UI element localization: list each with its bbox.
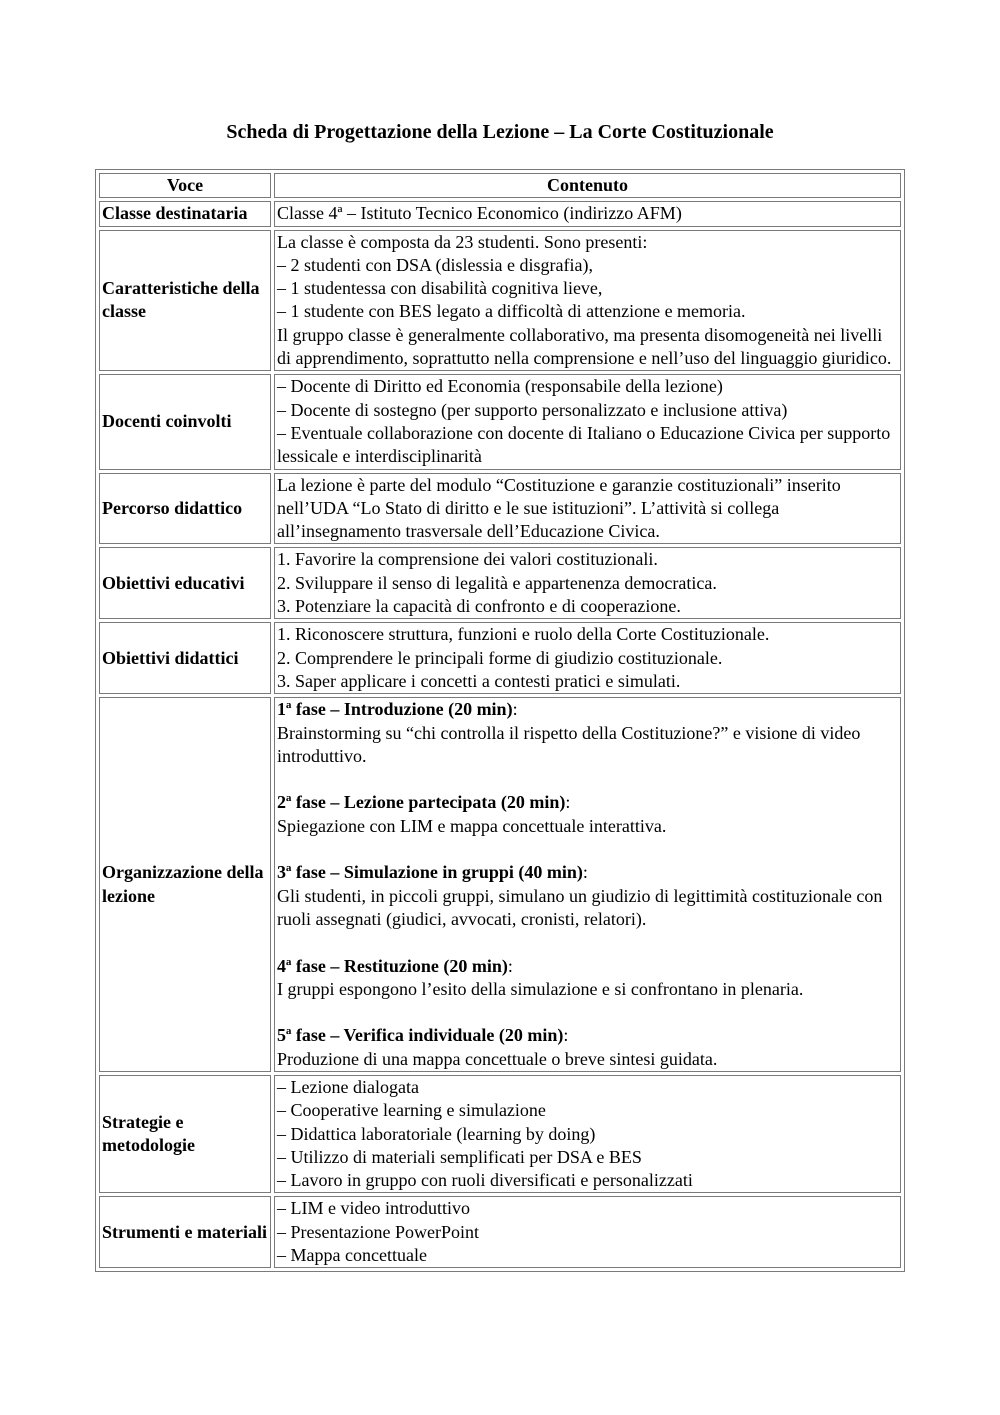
content-line: 2. Sviluppare il senso di legalità e appartenenza democratica. <box>277 572 717 593</box>
table-row <box>99 374 901 469</box>
row-content <box>274 201 901 226</box>
row-label: Strategie e metodologie <box>99 1075 271 1193</box>
row-label: Organizzazione della lezione <box>99 697 271 1072</box>
content-line: La classe è composta da 23 studenti. Sono presenti: <box>277 231 648 252</box>
table-row <box>99 622 901 694</box>
row-content <box>274 1075 901 1193</box>
table-row <box>99 201 901 226</box>
table-row <box>99 697 901 1072</box>
row-content <box>274 374 901 469</box>
content-line: – Docente di Diritto ed Economia (responsabile della lezione) <box>277 376 723 397</box>
content-line: – Docente di sostegno (per supporto personalizzato e inclusione attiva) <box>277 399 788 420</box>
content-line: – Presentazione PowerPoint <box>277 1221 479 1242</box>
content-line: 2. Comprendere le principali forme di giudizio costituzionale. <box>277 647 723 668</box>
phase-title: 1ª fase – Introduzione (20 min) <box>277 699 513 720</box>
table-header-row <box>99 173 901 198</box>
table-row <box>99 473 901 545</box>
content-line: Classe 4ª – Istituto Tecnico Economico (indirizzo AFM) <box>277 203 682 224</box>
row-content <box>274 697 901 1072</box>
table-row <box>99 1075 901 1193</box>
lesson-plan-table <box>95 169 905 1272</box>
document-title: Scheda di Progettazione della Lezione – La Corte Costituzionale <box>226 121 774 143</box>
row-label: Classe destinataria <box>99 201 271 226</box>
content-line: – Cooperative learning e simulazione <box>277 1100 546 1121</box>
header-contenuto: Contenuto <box>274 173 901 198</box>
phase-title: 3ª fase – Simulazione in gruppi (40 min) <box>277 862 583 883</box>
phase-heading: 2ª fase – Lezione partecipata (20 min): <box>277 792 571 813</box>
phase-gap <box>277 768 898 791</box>
row-label: Percorso didattico <box>99 473 271 545</box>
phase-gap <box>277 838 898 861</box>
phase-title: 5ª fase – Verifica individuale (20 min) <box>277 1025 564 1046</box>
content-line: – 1 studente con BES legato a difficoltà di attenzione e memoria. <box>277 301 746 322</box>
phase-heading: 5ª fase – Verifica individuale (20 min): <box>277 1025 569 1046</box>
phase-gap <box>277 931 898 954</box>
row-content <box>274 547 901 619</box>
table-row <box>99 230 901 372</box>
row-label: Obiettivi educativi <box>99 547 271 619</box>
phase-text: Produzione di una mappa concettuale o breve sintesi guidata. <box>277 1048 718 1069</box>
row-content <box>274 1196 901 1268</box>
content-line: – 1 studentessa con disabilità cognitiva lieve, <box>277 278 603 299</box>
phase-heading: 1ª fase – Introduzione (20 min): <box>277 699 518 720</box>
phase-title: 2ª fase – Lezione partecipata (20 min) <box>277 792 566 813</box>
content-line: – Mappa concettuale <box>277 1245 427 1266</box>
phase-text: Spiegazione con LIM e mappa concettuale interattiva. <box>277 815 667 836</box>
phase-heading: 3ª fase – Simulazione in gruppi (40 min): <box>277 862 588 883</box>
row-content <box>274 622 901 694</box>
phase-heading: 4ª fase – Restituzione (20 min): <box>277 955 513 976</box>
row-content <box>274 473 901 545</box>
phase-text: Brainstorming su “chi controlla il rispetto della Costituzione?” e visione di video introduttivo. <box>277 722 861 766</box>
table-row <box>99 547 901 619</box>
row-label: Docenti coinvolti <box>99 374 271 469</box>
phase-gap <box>277 1001 898 1024</box>
content-line: Il gruppo classe è generalmente collaborativo, ma presenta disomogeneità nei livelli di apprendimento, soprattutto nella comprensione e nell’uso del linguaggio giuridico. <box>277 324 892 369</box>
phase-title: 4ª fase – Restituzione (20 min) <box>277 955 508 976</box>
content-line: – Didattica laboratoriale (learning by doing) <box>277 1123 596 1144</box>
content-line: La lezione è parte del modulo “Costituzione e garanzie costituzionali” inserito nell’UDA “Lo Stato di diritto e le sue istituzioni”. L’attività si collega all’insegnamento trasversale dell’Educazione Civica. <box>277 474 841 542</box>
content-line: 3. Saper applicare i concetti a contesti pratici e simulati. <box>277 670 681 691</box>
content-line: – LIM e video introduttivo <box>277 1198 470 1219</box>
content-line: 1. Favorire la comprensione dei valori costituzionali. <box>277 549 658 570</box>
phase-text: Gli studenti, in piccoli gruppi, simulano un giudizio di legittimità costituzionale con ruoli assegnati (giudici, avvocati, cronisti, relatori). <box>277 885 883 929</box>
row-label: Obiettivi didattici <box>99 622 271 694</box>
row-label: Strumenti e materiali <box>99 1196 271 1268</box>
content-line: – 2 studenti con DSA (dislessia e disgrafia), <box>277 254 593 275</box>
content-line: – Lezione dialogata <box>277 1076 419 1097</box>
content-line: 1. Riconoscere struttura, funzioni e ruolo della Corte Costituzionale. <box>277 624 770 645</box>
row-label: Caratteristiche della classe <box>99 230 271 372</box>
phase-text: I gruppi espongono l’esito della simulazione e si confrontano in plenaria. <box>277 978 804 999</box>
content-line: 3. Potenziare la capacità di confronto e di cooperazione. <box>277 596 681 617</box>
row-content <box>274 230 901 372</box>
content-line: – Eventuale collaborazione con docente di Italiano o Educazione Civica per supporto lessicale e interdisciplinarità <box>277 422 891 467</box>
content-line: – Utilizzo di materiali semplificati per DSA e BES <box>277 1146 642 1167</box>
table-row <box>99 1196 901 1268</box>
content-line: – Lavoro in gruppo con ruoli diversificati e personalizzati <box>277 1170 693 1191</box>
header-voce: Voce <box>99 173 271 198</box>
